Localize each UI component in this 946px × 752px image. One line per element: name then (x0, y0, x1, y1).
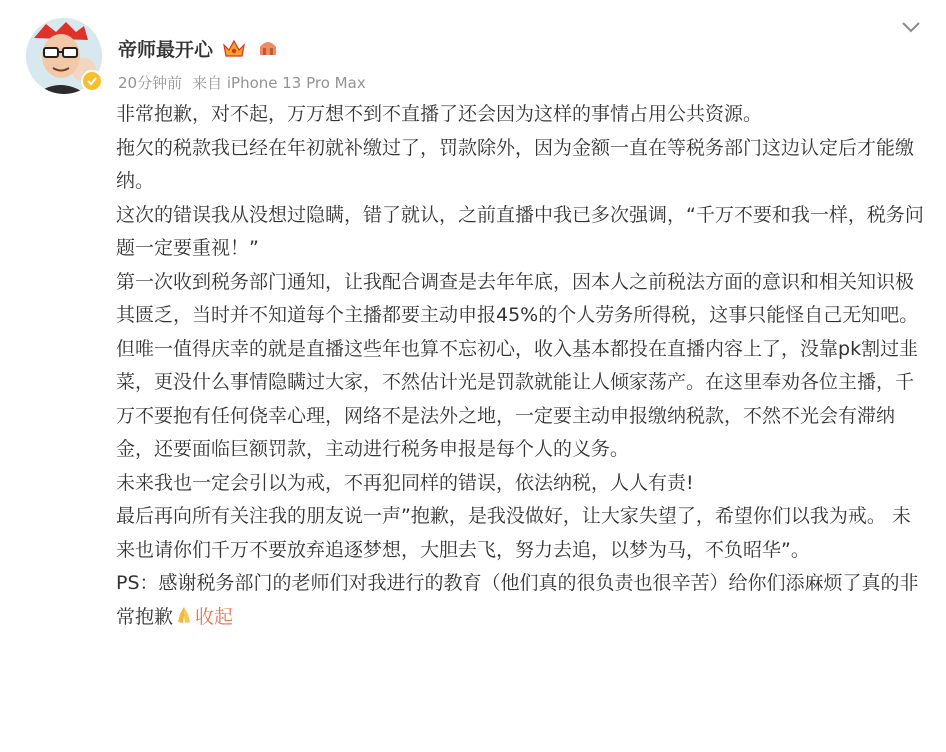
post-paragraph-7 (116, 567, 928, 634)
post-paragraph-7-text: PS：感谢税务部门的老师们对我进行的教育（他们真的很负责也很辛苦）给你们添麻烦了真的非常抱歉 (116, 572, 919, 628)
post-paragraph-4: 第一次收到税务部门通知，让我配合调查是去年年底，因本人之前税法方面的意识和相关知识极其匮乏，当时并不知道每个主播都要主动申报45%的个人劳务所得税，这事只能怪自己无知吧。但唯一值得庆幸的就是直播这些年也算不忘初心，收入基本都投在直播内容上了，没靠pk割过韭菜，更没什么事情隐瞒过大家，不然估计光是罚款就能让人倾家荡产。在这里奉劝各位主播，千万不要抱有任何侥幸心理，网络不是法外之地，一定要主动申报缴纳税款，不然不光会有滞纳金，还要面临巨额罚款，主动进行税务申报是每个人的义务。 (116, 270, 919, 460)
praying-hands-emoji (173, 604, 195, 626)
post-paragraph-5: 未来我也一定会引以为戒，不再犯同样的错误，依法纳税，人人有责! (116, 471, 694, 494)
post-header (118, 26, 281, 70)
avatar[interactable] (26, 18, 102, 94)
post-paragraph-3: 这次的错误我从没想过隐瞒，错了就认，之前直播中我已多次强调，“千万不要和我一样，税务问题一定要重视！” (116, 203, 924, 259)
crown-badge-icon[interactable] (221, 35, 247, 61)
post-paragraph-2: 拖欠的税款我已经在年初就补缴过了，罚款除外，因为金额一直在等税务部门这边认定后才能缴纳。 (116, 136, 915, 192)
post-source: 来自 iPhone 13 Pro Max (192, 74, 366, 92)
collapse-link[interactable]: 收起 (195, 605, 234, 628)
verified-icon (81, 70, 103, 92)
member-badge-icon[interactable] (255, 35, 281, 61)
chevron-down-icon[interactable] (898, 16, 924, 38)
username[interactable]: 帝师最开心 (118, 38, 214, 61)
post-paragraph-6: 最后再向所有关注我的朋友说一声”抱歉，是我没做好，让大家失望了，希望你们以我为戒。 未来也请你们千万不要放弃追逐梦想，大胆去飞，努力去追，以梦为马，不负昭华”。 (116, 505, 911, 561)
post-paragraph-1: 非常抱歉，对不起，万万想不到不直播了还会因为这样的事情占用公共资源。 (116, 103, 763, 125)
post-meta (118, 72, 366, 93)
post-content (116, 98, 928, 634)
post-time[interactable]: 20分钟前 (118, 74, 183, 92)
